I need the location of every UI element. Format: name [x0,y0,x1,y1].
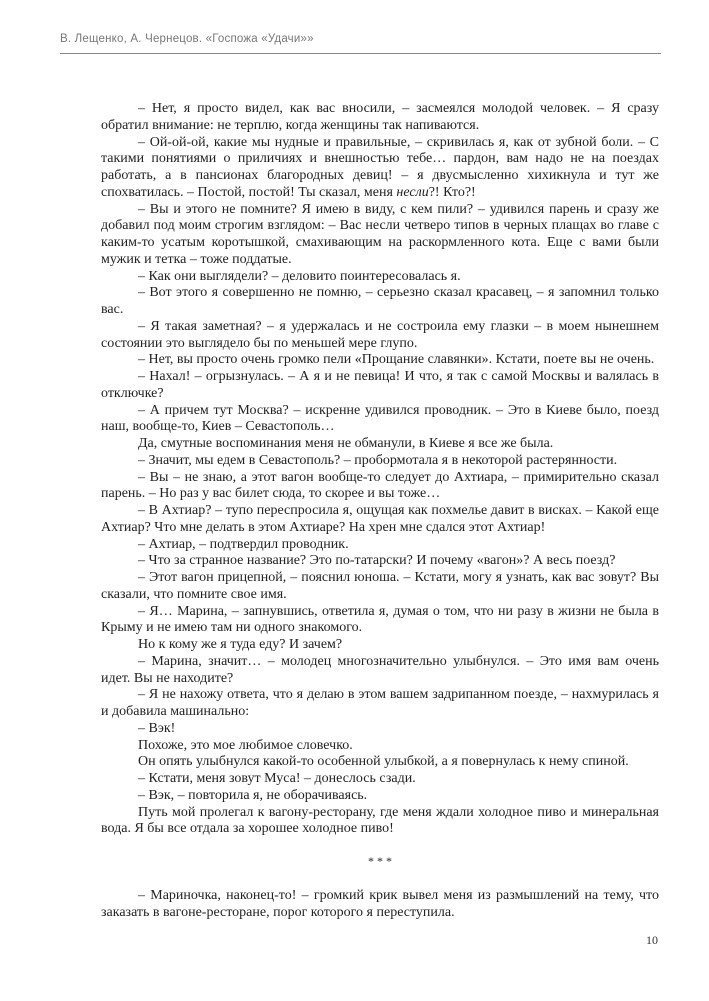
paragraph [101,135,659,202]
paragraph: Да, смутные воспоминания меня не обманули, в Киеве я все же была. [138,436,554,451]
paragraph: – Значит, мы едем в Севастополь? – пробормотала я в некоторой растерянности. [138,452,618,468]
paragraph: – Ахтиар, – подтвердил проводник. [138,536,349,552]
paragraph: – Вы – не знаю, а этот вагон вообще-то следует до Ахтиара, – примирительно сказал парень. – Но раз у вас билет сюда, то скорее и вы тоже… [101,469,659,502]
paragraph: – Вэк! [138,720,176,736]
paragraph: – Как они выглядели? – деловито поинтересовалась я. [138,268,461,284]
header-rule [60,53,661,54]
section-separator: * * * [368,854,392,868]
page-number: 10 [646,933,658,947]
paragraph: Он опять улыбнулся какой-то особенной улыбкой, а я повернулась к нему спиной. [138,754,629,770]
paragraph: – Вот этого я совершенно не помню, – серьезно сказал красавец, – я запомнил только вас. [101,285,659,317]
paragraph: Но к кому же я туда еду? И зачем? [138,637,343,652]
paragraph: – Марина, значит… – молодец многозначительно улыбнулся. – Это имя вам очень идет. Вы не находите? [101,653,659,686]
paragraph-text: – Ой-ой-ой, какие мы нудные и правильные, – скривилась я, как от зубной боли. – С такими понятиями о приличиях и внешностью тебе… пардон, вам надо не на поездах работать, а в пансионах благородных девиц! – я двусмысленно хихикнула и тут же спохватилась. – Постой, постой! Ты сказал, меня [101,134,659,200]
page-body [101,101,659,921]
paragraph: – Вэк, – повторила я, не оборачиваясь. [138,787,368,803]
paragraph: – А причем тут Москва? – искренне удивился проводник. – Это в Киеве было, поезд наш, вообще-то, Киев – Севастополь… [101,402,659,435]
paragraph: – Что за странное название? Это по-татарски? И почему «вагон»? А весь поезд? [138,553,616,569]
paragraph: – Мариночка, наконец-то! – громкий крик вывел меня из размышлений на тему, что заказать в вагоне-ресторане, порог которого я переступила. [101,887,659,920]
paragraph: – Я… Марина, – запнувшись, ответила я, думая о том, что ни разу в жизни не была в Крыму и не имею там ни одного знакомого. [101,603,659,636]
paragraph: – Нет, я просто видел, как вас вносили, – засмеялся молодой человек. – Я сразу обратил внимание: не терплю, когда женщины так напиваются. [101,101,659,133]
paragraph-text: ?! Кто?! [428,184,476,200]
italic-emphasis: несли [396,184,429,200]
paragraph: – Нет, вы просто очень громко пели «Прощание славянки». Кстати, поете вы не очень. [138,352,655,368]
paragraph: – Я не нахожу ответа, что я делаю в этом вашем задрипанном поезде, – нахмурилась я и добавила машинально: [101,687,659,719]
paragraph: – Кстати, меня зовут Муса! – донеслось сзади. [138,771,416,786]
paragraph: – Я такая заметная? – я удержалась и не состроила ему глазки – в моем нынешнем состоянии это выглядело бы по меньшей мере глупо. [101,318,659,351]
running-header: В. Лещенко, А. Чернецов. «Госпожа «Удачи»» [60,33,314,45]
paragraph: – В Ахтиар? – тупо переспросила я, ощущая как похмелье давит в висках. – Какой еще Ахтиар? Что мне делать в этом Ахтиаре? На хрен мне сдался этот Ахтиар! [101,503,659,535]
paragraph: Путь мой пролегал к вагону-ресторану, где меня ждали холодное пиво и минеральная вода. Я бы все отдала за хорошее холодное пиво! [101,804,659,837]
paragraph: Похоже, это мое любимое словечко. [138,737,353,753]
paragraph: – Нахал! – огрызнулась. – А я и не певица! И что, я так с самой Москвы и валялась в отключке? [101,369,659,401]
paragraph: – Вы и этого не помните? Я имею в виду, с кем пили? – удивился парень и сразу же добавил под моим строгим взглядом: – Вас несли четверо типов в черных плащах во главе с каким-то усатым коротышкой, смахивающим на раскормленного кота. Еще с вами были мужик и тетка – тоже поддатые. [101,201,659,267]
paragraph: – Этот вагон прицепной, – пояснил юноша. – Кстати, могу я узнать, как вас зовут? Вы сказали, что помните свое имя. [101,570,659,602]
